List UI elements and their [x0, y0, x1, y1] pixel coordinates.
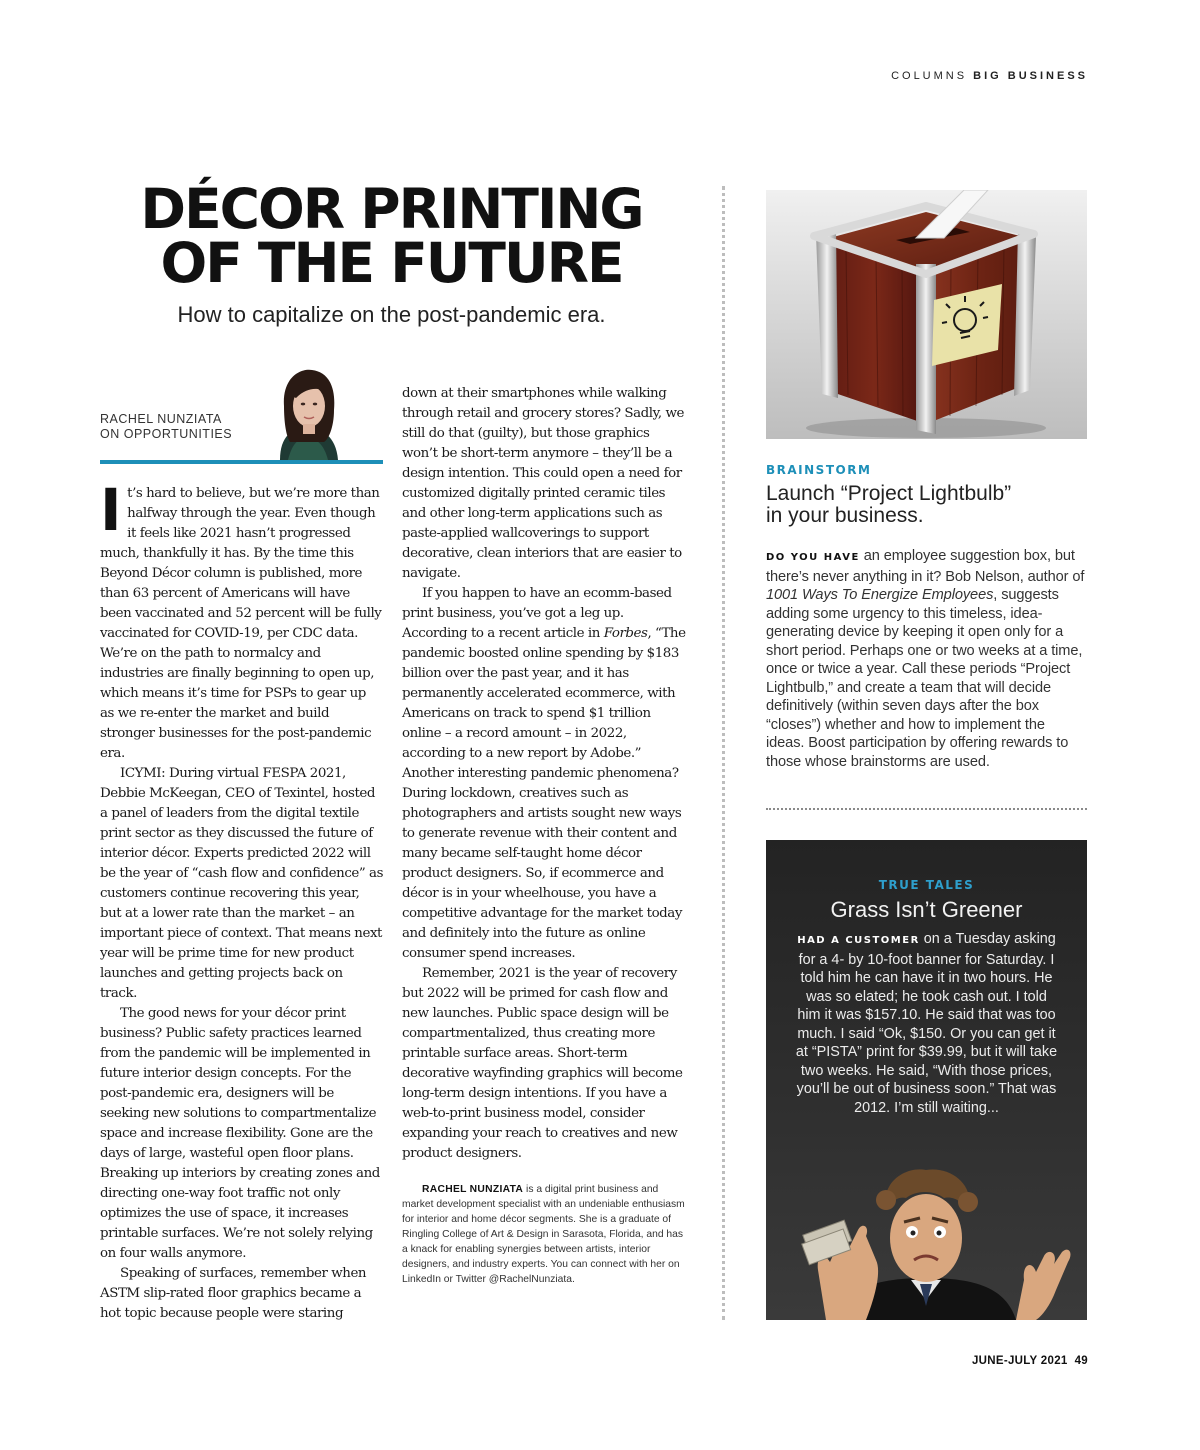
- paragraph-5-text: If you happen to have an ecomm-based print business, you’ve got a leg up. According to a recent article in: [402, 586, 672, 641]
- book-title: 1001 Ways To Energize Employees: [766, 587, 994, 603]
- paragraph-5-text-continued: , “The pandemic boosted online spending by $183 billion over the past year, and it has permanently accelerated ecommerce, with Americans on track to spend $1 trillion online – a record amount – in 2022, according to a new report by Adobe.” Another interesting pandemic phenomena? During lockdown, creatives such as photographers and artists sought new ways to generate revenue with their content and many became self-taught home décor product designers. So, if ecommerce and décor is in your wheelhouse, you have a competitive advantage for the market today and definitely into the future as online consumer spend increases.: [402, 626, 686, 961]
- brainstorm-title: [766, 483, 1087, 527]
- paragraph-3: The good news for your décor print business? Public safety practices learned from the pandemic will be implemented in future interior design concepts. For the post-pandemic era, designers will be seeking new solutions to compartmentalize space and increase flexibility. Gone are the days of large, wasteful open floor plans. Breaking up interiors by creating zones and directing one-way foot traffic not only optimizes the use of space, it increases printable surfaces. We’re not solely relying on four walls anymore.: [100, 1006, 380, 1261]
- headline: [100, 177, 683, 295]
- byline: [100, 412, 232, 442]
- brainstorm-lead: DO YOU HAVE: [766, 552, 860, 563]
- paragraph-5: [402, 584, 686, 964]
- true-tales-box: [766, 840, 1087, 1320]
- true-tales-body: [794, 930, 1059, 1117]
- true-tales-title: Grass Isn’t Greener: [830, 897, 1023, 922]
- subhead: How to capitalize on the post-pandemic era.: [177, 302, 606, 327]
- bio-name: RACHEL NUNZIATA: [422, 1184, 524, 1195]
- article-column-1: [100, 476, 384, 1324]
- bio-text: is a digital print business and market development specialist with an undeniable enthusiasm for interior and home décor segments. She is a graduate of Ringling College of Art & Design in Sarasota, Florida, and has a knack for enabling synergies between artists, interior designers, and industry experts. You can connect with her on LinkedIn or Twitter @RachelNunziata.: [402, 1184, 685, 1285]
- suggestion-box-image: [766, 190, 1087, 439]
- paragraph-4: Speaking of surfaces, remember when ASTM slip-rated floor graphics became a hot topic because people were staring: [100, 1266, 367, 1321]
- man-with-cash-image: [766, 1160, 1087, 1320]
- column-divider: [722, 186, 725, 1320]
- paragraph-2: ICYMI: During virtual FESPA 2021, Debbie McKeegan, CEO of Texintel, hosted a panel of leaders from the digital textile print sector as they discussed the future of interior décor. Experts predicted 2022 will be the year of “cash flow and confidence” as customers continue recovering this year, but at a lower rate than the market – an important piece of context. That means next year will be prime time for new product launches and getting projects back on track.: [100, 766, 384, 1001]
- author-photo: [262, 366, 352, 460]
- sidebar-divider: [766, 808, 1087, 810]
- page-folio: [972, 1355, 1088, 1367]
- brainstorm-body-text-continued: , suggests adding some urgency to this timeless, idea-generating device by keeping it open only for a short period. Perhaps one or two weeks at a time, once or twice a year. Call these periods “Project Lightbulb,” and create a team that will decide definitively (within seven days after the box “closes”) whether and how to implement the ideas. Boost participation by offering rewards to those whose brainstorms are used.: [766, 587, 1083, 770]
- author-bio: [402, 1182, 686, 1287]
- brainstorm-kicker: BRAINSTORM: [766, 463, 872, 477]
- headline-line-1: DÉCOR PRINTING: [140, 177, 643, 241]
- column-name: BIG BUSINESS: [973, 70, 1088, 82]
- byline-name: RACHEL NUNZIATA: [100, 412, 222, 426]
- paragraph-4-continued: down at their smartphones while walking through retail and grocery stores? Sadly, we still do that (guilty), but those graphics won’t be short-term anymore – they’ll be a design intention. This could open a need for customized digitally printed ceramic tiles and other long-term applications such as paste-applied wallcoverings to support decorative, clean interiors that are easier to navigate.: [402, 386, 685, 581]
- headline-line-2: OF THE FUTURE: [160, 231, 623, 295]
- brainstorm-sidebar: [766, 463, 1087, 771]
- brainstorm-title-line-2: in your business.: [766, 504, 924, 527]
- brainstorm-body-text: an employee suggestion box, but there’s never anything in it? Bob Nelson, author of: [766, 548, 1085, 585]
- page-number: 49: [1074, 1355, 1088, 1367]
- byline-topic: ON OPPORTUNITIES: [100, 427, 233, 441]
- byline-rule: [100, 460, 383, 464]
- paragraph-6: Remember, 2021 is the year of recovery but 2022 will be primed for cash flow and new launches. Public space design will be compartmentalized, thus creating more printable surface areas. Short-term decorative wayfinding graphics will become long-term design intentions. If you have a web-to-print business model, consider expanding your reach to creatives and new product designers.: [402, 966, 683, 1161]
- section-name: COLUMNS: [891, 70, 968, 82]
- brainstorm-title-line-1: Launch “Project Lightbulb”: [766, 482, 1012, 505]
- true-tales-lead: HAD A CUSTOMER: [797, 935, 920, 946]
- article-column-2: [402, 384, 686, 1287]
- true-tales-kicker: TRUE TALES: [878, 878, 975, 892]
- drop-cap: I: [100, 476, 122, 544]
- forbes-publication: Forbes: [603, 626, 648, 641]
- paragraph-1: [100, 476, 383, 764]
- true-tales-body-text: on a Tuesday asking for a 4- by 10-foot banner for Saturday. I told him he can have it in two hours. He was so elated; he took cash out. I told him it was $157.10. He said that was too much. I said “Ok, $150. Or you can get it at “PISTA” print for $39.99, but it will take two weeks. He said, “With those prices, you’ll be out of business soon.” That was 2012. I’m still waiting...: [795, 931, 1058, 1116]
- section-label: [891, 70, 1088, 82]
- brainstorm-body: [766, 547, 1087, 771]
- paragraph-1-text: t’s hard to believe, but we’re more than halfway through the year. Even though it feels like 2021 hasn’t progressed much, thankfully it has. By the time this Beyond Décor column is published, more than 63 percent of Americans will have been vaccinated and 52 percent will be fully vaccinated for COVID-19, per CDC data. We’re on the path to normalcy and industries are finally beginning to open up, which means it’s time for PSPs to gear up as we re-enter the market and build stronger businesses for the post-pandemic era.: [100, 486, 382, 761]
- issue-date: JUNE-JULY 2021: [971, 1355, 1068, 1367]
